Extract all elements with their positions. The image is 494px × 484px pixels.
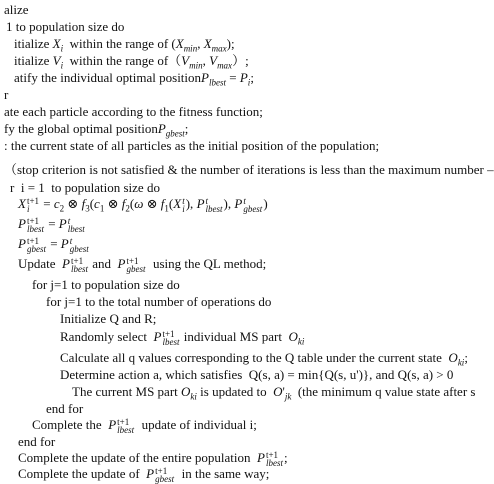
algo-line-10: （stop criterion is not satisfied & the number of iterations is less than the maximum number – <box>4 162 494 177</box>
algo-line-6: r <box>4 87 9 102</box>
algo-line-12: X t+1 i = $c_2$ ⊗ $f_3(c_1$ ⊗ $f_2(\omega$ ⊗ $f_1(X$ t i ), P t lbest ), P t gbest ) <box>18 196 268 215</box>
algo-line-19: Randomly select P t+1 lbest individual MS part $O_{ki}$ <box>60 329 305 348</box>
algo-line-7: ate each particle according to the fitness function; <box>4 104 263 119</box>
algo-line-27: Complete the update of P t+1 gbest in the same way; <box>18 466 270 484</box>
algo-line-26: Complete the update of the entire population P t+1 lbest ; <box>18 450 288 469</box>
algo-line-8: fy the global optimal positionP$_{gbest}$; <box>4 121 189 139</box>
algo-line-25: end for <box>18 434 56 449</box>
algo-line-22: The current MS part $O_{ki}$ is updated to $O'_{jk}$ (the minimum q value state after s <box>72 384 476 402</box>
algo-line-3: itialize $X_i$ within the range of ($X_{min}$, $X_{max}$); <box>14 36 235 54</box>
algo-line-18: Initialize Q and R; <box>60 311 157 326</box>
algo-line-15: Update P t+1 lbest and P t+1 gbest using the QL method; <box>18 256 267 275</box>
algo-line-5: atify the individual optimal positionP$_{lbest}$ = $P_i$; <box>14 70 254 88</box>
algo-line-14: P t+1 gbest = P t gbest <box>18 236 89 255</box>
algo-line-16: for j=1 to population size do <box>32 277 180 292</box>
algo-line-24: Complete the P t+1 lbest update of individual i; <box>32 417 257 436</box>
algo-line-17: for j=1 to the total number of operations do <box>46 294 272 309</box>
algo-line-1: alize <box>4 2 29 17</box>
algo-line-4: itialize $V_i$ within the range $of(V_{min}$, $V_{max}$）; <box>14 53 249 71</box>
algo-line-2: 1 to population size do <box>6 19 125 34</box>
algo-line-21: Determine action a, which satisfies Q(s, a) = min{Q(s, u')}, and Q(s, a) > 0 <box>60 367 454 382</box>
algo-line-13: P t+1 lbest = P t lbest <box>18 216 85 235</box>
algo-line-11: r i = 1 to population size do <box>10 180 160 195</box>
algo-line-9: : the current state of all particles as the initial position of the population; <box>4 138 380 153</box>
algo-line-23: end for <box>46 401 84 416</box>
algo-line-20: Calculate all q values corresponding to the Q table under the current state $O_{ki}$; <box>60 350 468 368</box>
